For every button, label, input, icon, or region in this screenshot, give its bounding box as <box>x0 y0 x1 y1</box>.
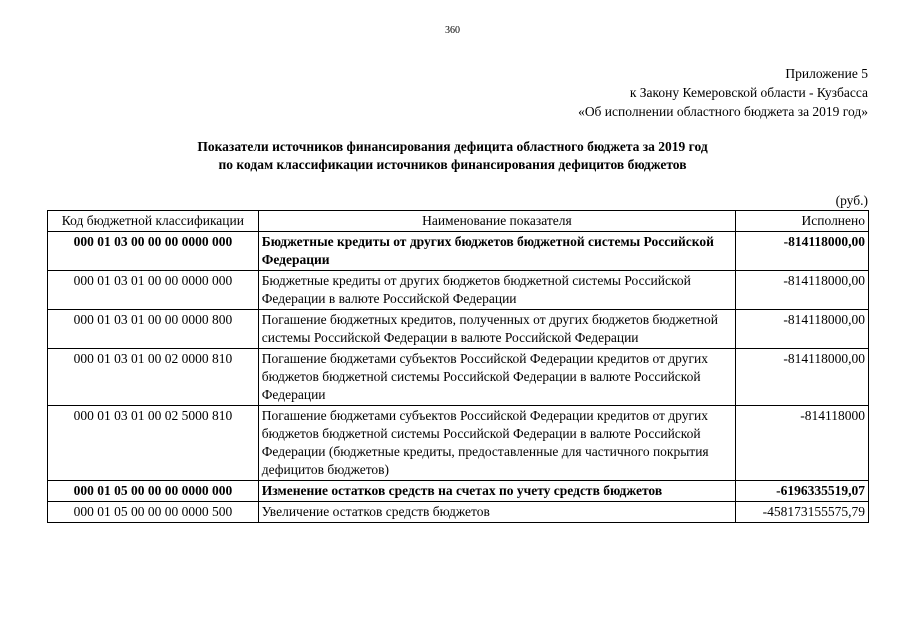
row-code: 000 01 03 00 00 00 0000 000 <box>48 232 259 271</box>
row-name: Погашение бюджетами субъектов Российской Федерации кредитов от других бюджетов бюджетной системы Российской Федерации в валюте Российской Федерации <box>258 349 735 406</box>
row-code: 000 01 03 01 00 00 0000 800 <box>48 310 259 349</box>
row-code: 000 01 03 01 00 00 0000 000 <box>48 271 259 310</box>
row-value: -814118000,00 <box>736 271 869 310</box>
table-header-row <box>48 211 869 232</box>
header-code: Код бюджетной классификации <box>48 211 259 232</box>
page-number: 360 <box>445 25 460 36</box>
row-name: Погашение бюджетных кредитов, полученных от других бюджетов бюджетной системы Российской Федерации в валюте Российской Федерации <box>258 310 735 349</box>
row-name: Бюджетные кредиты от других бюджетов бюджетной системы Российской Федерации <box>258 232 735 271</box>
table-row <box>48 406 869 481</box>
row-value: -814118000,00 <box>736 232 869 271</box>
row-name: Увеличение остатков средств бюджетов <box>258 502 735 523</box>
row-value: -814118000,00 <box>736 349 869 406</box>
row-value: -6196335519,07 <box>736 481 869 502</box>
table-row <box>48 310 869 349</box>
row-code: 000 01 05 00 00 00 0000 500 <box>48 502 259 523</box>
table-row <box>48 481 869 502</box>
row-name: Бюджетные кредиты от других бюджетов бюджетной системы Российской Федерации в валюте Российской Федерации <box>258 271 735 310</box>
title-line-1: Показатели источников финансирования дефицита областного бюджета за 2019 год <box>197 139 708 154</box>
header-value: Исполнено <box>736 211 869 232</box>
document-title <box>0 138 905 174</box>
header-name: Наименование показателя <box>258 211 735 232</box>
row-value: -814118000,00 <box>736 310 869 349</box>
appendix-line-1: Приложение 5 <box>785 66 868 81</box>
table-row <box>48 502 869 523</box>
appendix-line-2: к Закону Кемеровской области - Кузбасса <box>629 85 868 100</box>
row-value: -458173155575,79 <box>736 502 869 523</box>
row-value: -814118000 <box>736 406 869 481</box>
table-row <box>48 349 869 406</box>
table-row <box>48 232 869 271</box>
row-name: Изменение остатков средств на счетах по учету средств бюджетов <box>258 481 735 502</box>
row-name: Погашение бюджетами субъектов Российской Федерации кредитов от других бюджетов бюджетной системы Российской Федерации в валюте Российской Федерации (бюджетные кредиты, предоставленные для частичного покрытия дефицитов бюджетов) <box>258 406 735 481</box>
appendix-line-3: «Об исполнении областного бюджета за 2019 год» <box>578 104 868 119</box>
row-code: 000 01 03 01 00 02 0000 810 <box>48 349 259 406</box>
table-row <box>48 271 869 310</box>
row-code: 000 01 05 00 00 00 0000 000 <box>48 481 259 502</box>
sources-table <box>47 210 869 523</box>
appendix-note <box>578 64 868 121</box>
row-code: 000 01 03 01 00 02 5000 810 <box>48 406 259 481</box>
unit-label: (руб.) <box>835 193 868 208</box>
title-line-2: по кодам классификации источников финансирования дефицитов бюджетов <box>218 157 687 172</box>
